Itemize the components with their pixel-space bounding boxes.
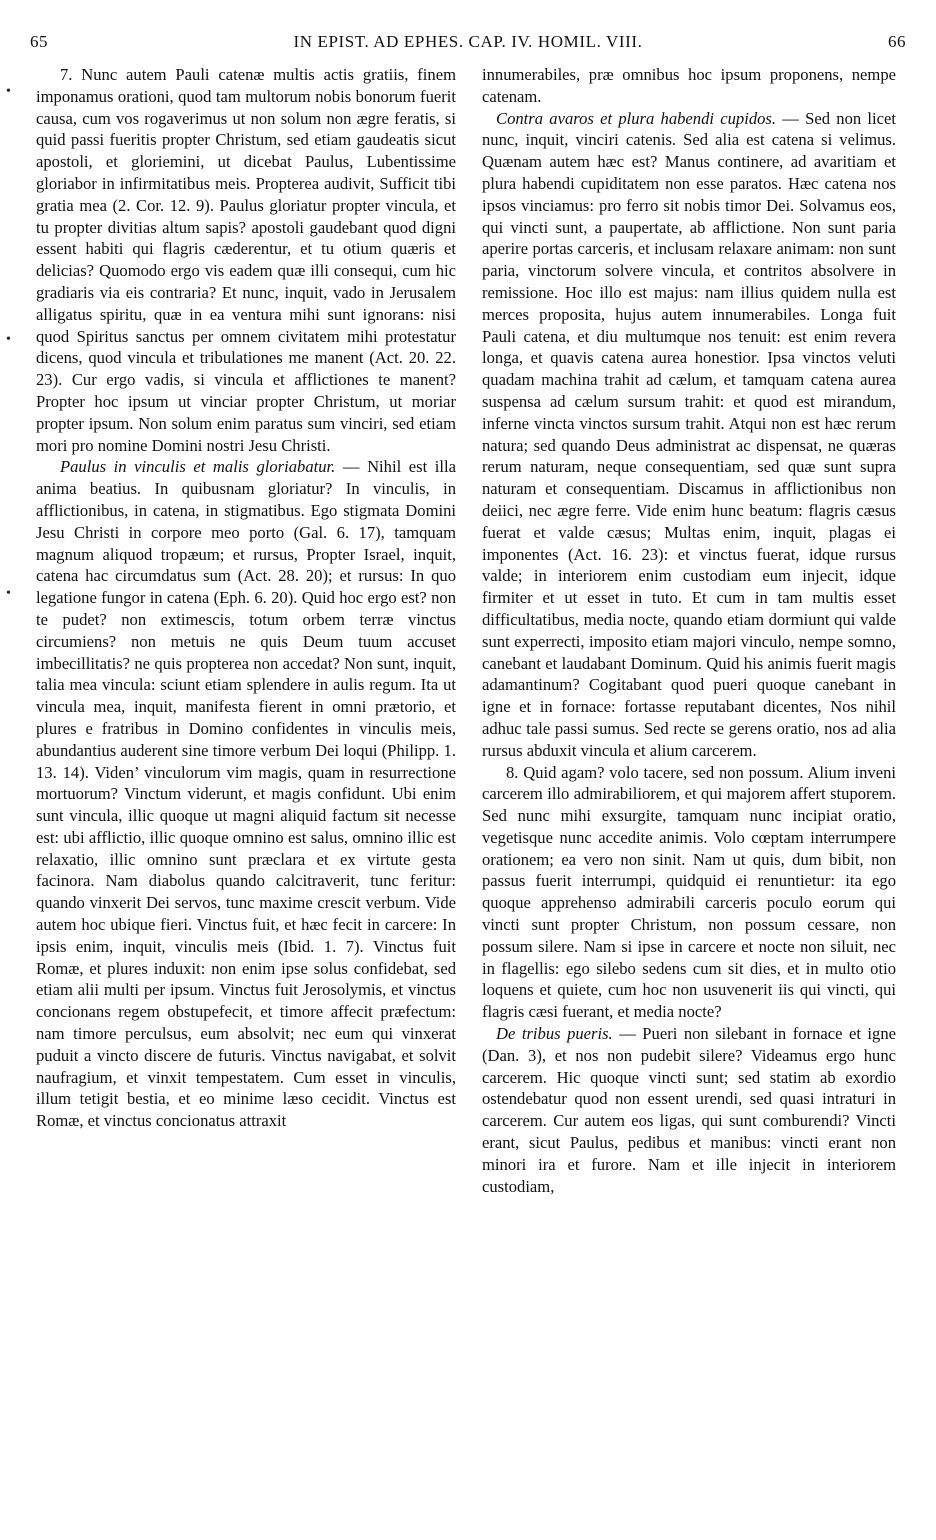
paragraph: innumerabiles, præ omnibus hoc ipsum proponens, nempe catenam. <box>482 65 896 106</box>
section-rubric: Paulus in vinculis et malis gloriabatur. <box>60 457 336 477</box>
paragraph-text: Nihil est illa anima beatius. In quibusnam gloriatur? In vinculis, in afflictionibus, in catena, in stigmatibus. Ego stigmata Domini Jesu Christi in corpore meo porto (Gal. 6. 17), tamquam magnum aliquod tropæum; et rursus, Propter Israel, inquit, catena hac circumdatus sum (Act. 28. 20); et rursus: In quo legatione fungor in catena (Eph. 6. 20). Quid hoc ergo est? non te pudet? non extimescis, totum orbem terræ vinctus circumiens? non metuis ne quis Deum tuum accuset imbecillitatis? ne quis propterea non accedat? Non sunt, inquit, talia mea vincula: sciunt etiam splendere in aulis regum. Ita ut vincula mea, inquit, manifesta fierent in omni prætorio, et plures e fratribus in Domino confidentes in vinculis meis, abundantius auderent sine timore verbum Dei loqui (Philipp. 1. 13. 14). Viden’ vinculorum vim magis, quam in resurrectione mortuorum? Vinctum viderunt, et magis confidunt. Ubi enim sunt vincula, illic quoque ut magni aliquid factum sit necesse est: ubi afflictio, illic quoque omnino est salus, omnino illic est relaxatio, illic omnino sunt præclara et ex virtute gesta facinora. Nam diabolus quando calcitraverit, tunc feritur: quando vinxerit Dei servos, tunc maxime crescit verbum. Vide autem hoc ubique fieri. Vinctus fuit, et hæc fecit in carcere: In ipsis enim, inquit, vinculis meis (Ibid. 1. 7). Vinctus fuit Romæ, et plures induxit: non enim ipse solus confidebat, sed etiam alii multi per ipsum. Vinctus fuit Jerosolymis, et vinctus concionans regem obstupefecit, et timore affecit præfectum: nam timore perculsus, eum absolvit; nec eum qui vinxerat puduit a vincto discere de futuris. Vinctus navigabat, et solvit naufragium, et vinxit tempestatem. Cum esset in vinculis, illum tetigit bestia, et eo minime læso cecidit. Vinctus est Romæ, et vinctus concionatus attraxit <box>36 457 456 1131</box>
left-column <box>36 64 456 1534</box>
section-rubric: De tribus pueris. <box>496 1024 613 1044</box>
paragraph: 8. Quid agam? volo tacere, sed non possum. Alium inveni carcerem illo admirabiliorem, et qui majorem affert stuporem. Sed nunc mihi exsurgite, tamquam nunc incipiat oratio, vegetisque nunc accedite animis. Volo cœptam interrumpere orationem; ea vero non sinit. Nam ut quis, dum bibit, non passus fuerit interrumpi, quidquid ei renuntietur: ita ego quoque apprehenso admirabili carceris poculo eorum qui vincti sunt propter Christum, non possum cessare, non possum silere. Nam si ipse in carcere et nocte non siluit, nec in flagellis: ego silebo sedens cum sit dies, et in multo otio loquens et quiete, cum hoc non usuvenerit iis qui vincti, qui flagris cæsi fuerant, et media nocte? <box>482 762 896 1022</box>
rubric-dash: — <box>612 1024 643 1044</box>
rubric-dash: — <box>335 457 368 477</box>
page-header <box>28 32 908 54</box>
margin-mark: • <box>6 586 11 601</box>
paragraph-text: Sed non licet nunc, inquit, vinciri catenis. Sed alia est catena si velimus. Quænam autem hæc est? Manus continere, ad avaritiam et plura habendi cupiditatem non esse paratos. Hæc catena nos ipsos vinciamus: pro ferro sit nobis timor Dei. Solvamus eos, qui vincti sunt, a paupertate, ab afflictione. Non sunt paria aperire portas carceris, et inclusam relaxare animam: non sunt paria, vinctorum solvere vincula, et contritos absolvere in remissione. Hoc illo est majus: nam illius quidem nulla est merces proposita, hujus autem innumerabiles. Longa fuit Pauli catena, et diu multumque nos tenuit: est enim revera longa, et quavis catena aurea honestior. Ipsa vinctos veluti quadam machina trahit ad cælum, et tamquam catena aurea suspensa ad cælum sursum trahit: et quod est mirandum, inferne vincta vinctos sursum trahit. Atqui non est hæc rerum natura; sed quando Deus administrat ac dispensat, ne quæras rerum naturam, neque consequentiam, sed quæ sunt supra naturam et consequentiam. Discamus in afflictionibus non deiici, nec ægre ferre. Vide enim hunc beatum: flagris cæsus fuerat et valde cæsus; Multas enim, inquit, plagas ei imponentes (Act. 16. 23): et vinctus fuerat, idque rursus valde; in interiorem enim custodiam eum injecit, idque firmiter et ut esset in tuto. Et cum in tam multis esset difficultatibus, media nocte, quando etiam dormiunt qui valde sunt experrecti, imposito etiam majori vinculo, nempe somno, canebant et laudabant Dominum. Quid his animis fuerit magis adamantinum? Cogitabant quod pueri quoque canebant in igne et in fornace: fortasse reputabant dicentes, Nos nihil adhuc tale passi sumus. Sed recte se gerens oratio, nos ad alia rursus abduxit vincula et alium carcerem. <box>482 108 896 760</box>
margin-mark: • <box>6 332 11 347</box>
right-column <box>482 64 896 1534</box>
margin-mark: • <box>6 84 11 99</box>
paragraph <box>482 108 896 762</box>
section-rubric: Contra avaros et plura habendi cupidos. <box>496 108 777 128</box>
page-number-left: 65 <box>30 32 48 51</box>
page-number-right: 66 <box>888 32 906 51</box>
running-title: IN EPIST. AD EPHES. CAP. IV. HOMIL. VIII. <box>293 32 643 51</box>
rubric-dash: — <box>776 108 806 128</box>
paragraph: 7. Nunc autem Pauli catenæ multis actis gratiis, finem imponamus orationi, quod tam multorum nobis bonorum fuerit causa, cum vos rogaverimus ut non solum non ægre feratis, si quid passi fueritis propter Christum, sed etiam gaudeatis sicut apostoli, et gloriemini, ut dicebat Paulus, Lubentissime gloriabor in infirmitatibus meis. Propterea audivit, Sufficit tibi gratia mea (2. Cor. 12. 9). Paulus gloriatur propter vincula, et tu propter divitias altum sapis? apostoli gaudebant quod digni essent habiti qui flagris cæderentur, et tu otium quæris et delicias? Quomodo ergo vis eadem quæ illi consequi, cum hic gradiaris via eis contraria? Et nunc, inquit, vado in Jerusalem alligatus spiritu, quæ in ea ventura mihi sunt ignorans: nisi quod Spiritus sanctus per omnem civitatem mihi protestatur dicens, quod vincula et tribulationes me manent (Act. 20. 22. 23). Cur ergo vadis, si vincula et afflictiones te manent? Propter hoc ipsum ut vinciar propter Christum, ut moriar propter ipsum. Non solum enim paratus sum vinciri, sed etiam mori pro nomine Domini nostri Jesu Christi. <box>36 65 456 455</box>
paragraph <box>36 456 456 1132</box>
paragraph-text: Pueri non silebant in fornace et igne (Dan. 3), et nos non pudebit silere? Videamus ergo hunc carcerem. Hic quoque vincti sunt; sed statim ab exordio ostendebatur quod non essent urendi, sed quasi intraturi in carcerem. Cur autem eos ligas, qui sunt comburendi? Vincti erant, sicut Paulus, pedibus et manibus: vincti erant non minori ira et furore. Nam et ille injecit in interiorem custodiam, <box>482 1024 896 1196</box>
paragraph <box>482 1023 896 1197</box>
